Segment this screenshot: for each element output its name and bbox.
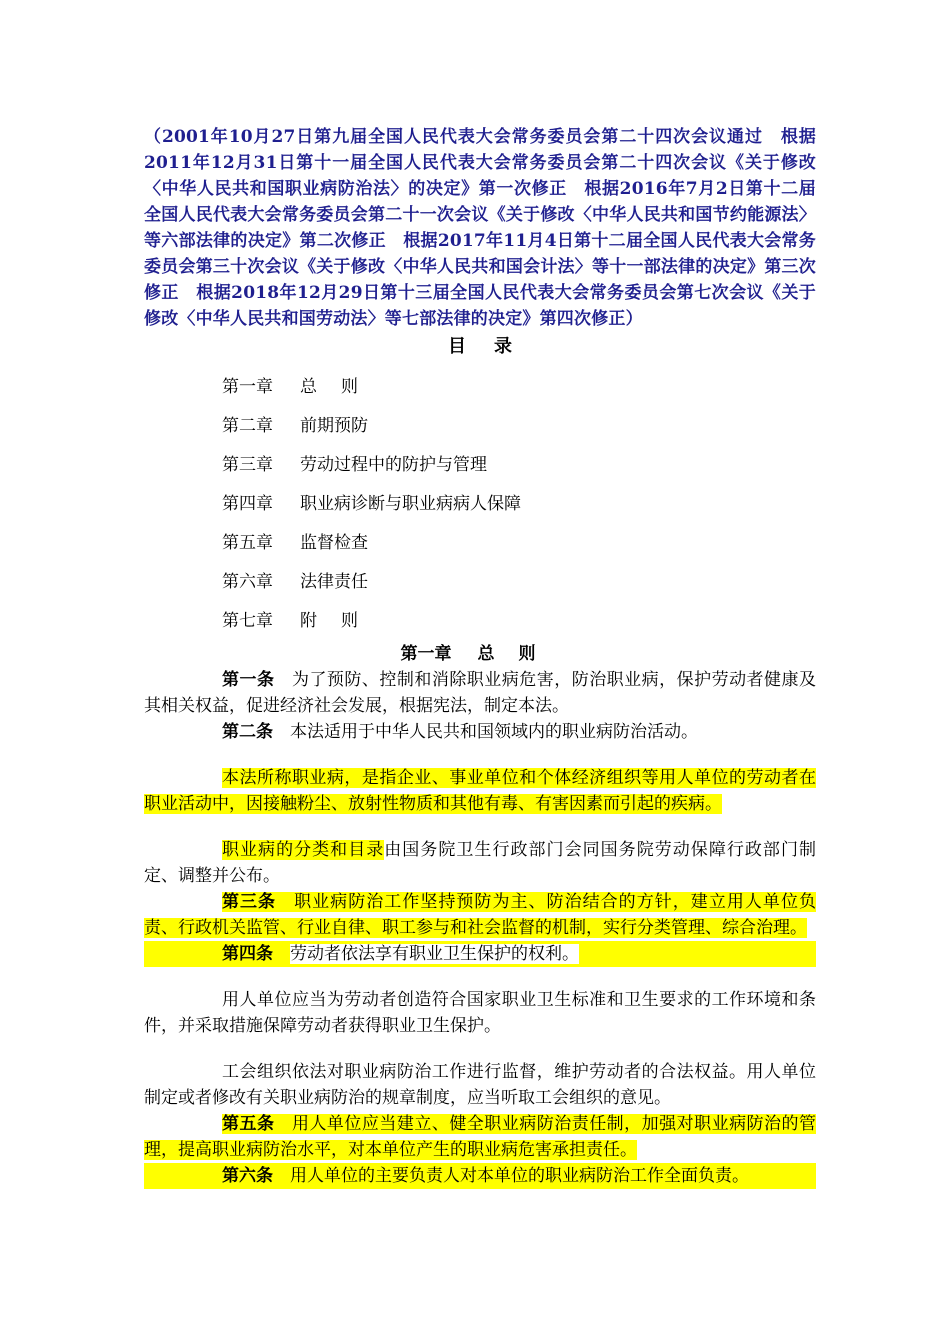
article-5 xyxy=(144,1111,816,1163)
article-2-paragraph-2 xyxy=(144,765,816,817)
article-label: 第四条 xyxy=(222,944,273,964)
article-label: 第六条 xyxy=(222,1166,273,1186)
article-label: 第三条 xyxy=(222,892,277,912)
toc-chapter-number: 第二章 xyxy=(222,416,273,436)
toc-chapter-number: 第三章 xyxy=(222,455,273,475)
toc-chapter-name: 附则 xyxy=(300,611,382,631)
toc-chapter-number: 第七章 xyxy=(222,611,273,631)
document-page xyxy=(144,124,816,1189)
toc-item xyxy=(222,446,816,485)
toc-item xyxy=(222,602,816,641)
toc-title: 目录 xyxy=(448,336,540,357)
article-label: 第五条 xyxy=(222,1114,275,1134)
highlighted-text: 本法所称职业病，是指企业、事业单位和个体经济组织等用人单位的劳动者在职业活动中，因接触粉尘、放射性物质和其他有毒、有害因素而引起的疾病。 xyxy=(144,768,816,814)
toc-chapter-name: 监督检查 xyxy=(300,533,368,553)
article-label: 第二条 xyxy=(222,722,273,742)
chapter-number: 第一章 xyxy=(400,644,452,664)
chapter-name: 总则 xyxy=(477,644,560,664)
toc-chapter-name: 劳动过程中的防护与管理 xyxy=(300,455,487,475)
law-revision-history: （2001年10月27日第九届全国人民代表大会常务委员会第二十四次会议通过 根据2011年12月31日第十一届全国人民代表大会常务委员会第二十四次会议《关于修改〈中华人民共和国职业病防治法〉的决定》第一次修正 根据2016年7月2日第十二届全国人民代表大会常务委员会第二十一次会议《关于修改〈中华人民共和国节约能源法〉等六部法律的决定》第二次修正 根据2017年11月4日第十二届全国人民代表大会常务委员会第三十次会议《关于修改〈中华人民共和国会计法〉等十一部法律的决定》第三次修正 根据2018年12月29日第十三届全国人民代表大会常务委员会第七次会议《关于修改〈中华人民共和国劳动法〉等七部法律的决定》第四次修正） xyxy=(144,127,816,329)
article-label: 第一条 xyxy=(222,670,275,690)
article-text: 用人单位应当建立、健全职业病防治责任制，加强对职业病防治的管理，提高职业病防治水平，对本单位产生的职业病危害承担责任。 xyxy=(144,1114,817,1160)
toc-item xyxy=(222,563,816,602)
highlighted-text: 职业病的分类和目录 xyxy=(222,840,385,860)
article-text: 用人单位的主要负责人对本单位的职业病防治工作全面负责。 xyxy=(290,1166,749,1186)
article-text: 为了预防、控制和消除职业病危害，防治职业病，保护劳动者健康及其相关权益，促进经济社会发展，根据宪法，制定本法。 xyxy=(144,670,817,716)
article-6 xyxy=(144,1163,816,1189)
article-text: 劳动者依法享有职业卫生保护的权利。 xyxy=(290,944,579,964)
article-text: 职业病防治工作坚持预防为主、防治结合的方针，建立用人单位负责、行政机关监管、行业自律、职工参与和社会监督的机制，实行分类管理、综合治理。 xyxy=(144,892,816,938)
toc-item xyxy=(222,368,816,407)
toc-item xyxy=(222,485,816,524)
article-4-paragraph-3: 工会组织依法对职业病防治工作进行监督，维护劳动者的合法权益。用人单位制定或者修改有关职业病防治的规章制度，应当听取工会组织的意见。 xyxy=(144,1062,816,1108)
chapter-1-title xyxy=(144,641,816,667)
toc-chapter-number: 第一章 xyxy=(222,377,273,397)
toc-item xyxy=(222,524,816,563)
toc-chapter-number: 第五章 xyxy=(222,533,273,553)
article-1 xyxy=(144,667,816,719)
toc-chapter-name: 法律责任 xyxy=(300,572,368,592)
toc-chapter-name: 前期预防 xyxy=(300,416,368,436)
toc-chapter-number: 第六章 xyxy=(222,572,273,592)
toc-item xyxy=(222,407,816,446)
article-2 xyxy=(144,719,816,745)
toc-chapter-number: 第四章 xyxy=(222,494,273,514)
article-4-paragraph-2: 用人单位应当为劳动者创造符合国家职业卫生标准和卫生要求的工作环境和条件，并采取措施保障劳动者获得职业卫生保护。 xyxy=(144,990,816,1036)
article-text: 本法适用于中华人民共和国领域内的职业病防治活动。 xyxy=(290,722,698,742)
paragraph-text: 由国务院卫生行政部门会同国务院劳动保障行政部门制定、调整并公布。 xyxy=(144,840,816,886)
toc-chapter-name: 总则 xyxy=(300,377,382,397)
article-3 xyxy=(144,889,816,941)
article-4 xyxy=(144,941,816,967)
table-of-contents xyxy=(222,368,816,641)
toc-chapter-name: 职业病诊断与职业病病人保障 xyxy=(300,494,521,514)
article-2-paragraph-3 xyxy=(144,837,816,889)
